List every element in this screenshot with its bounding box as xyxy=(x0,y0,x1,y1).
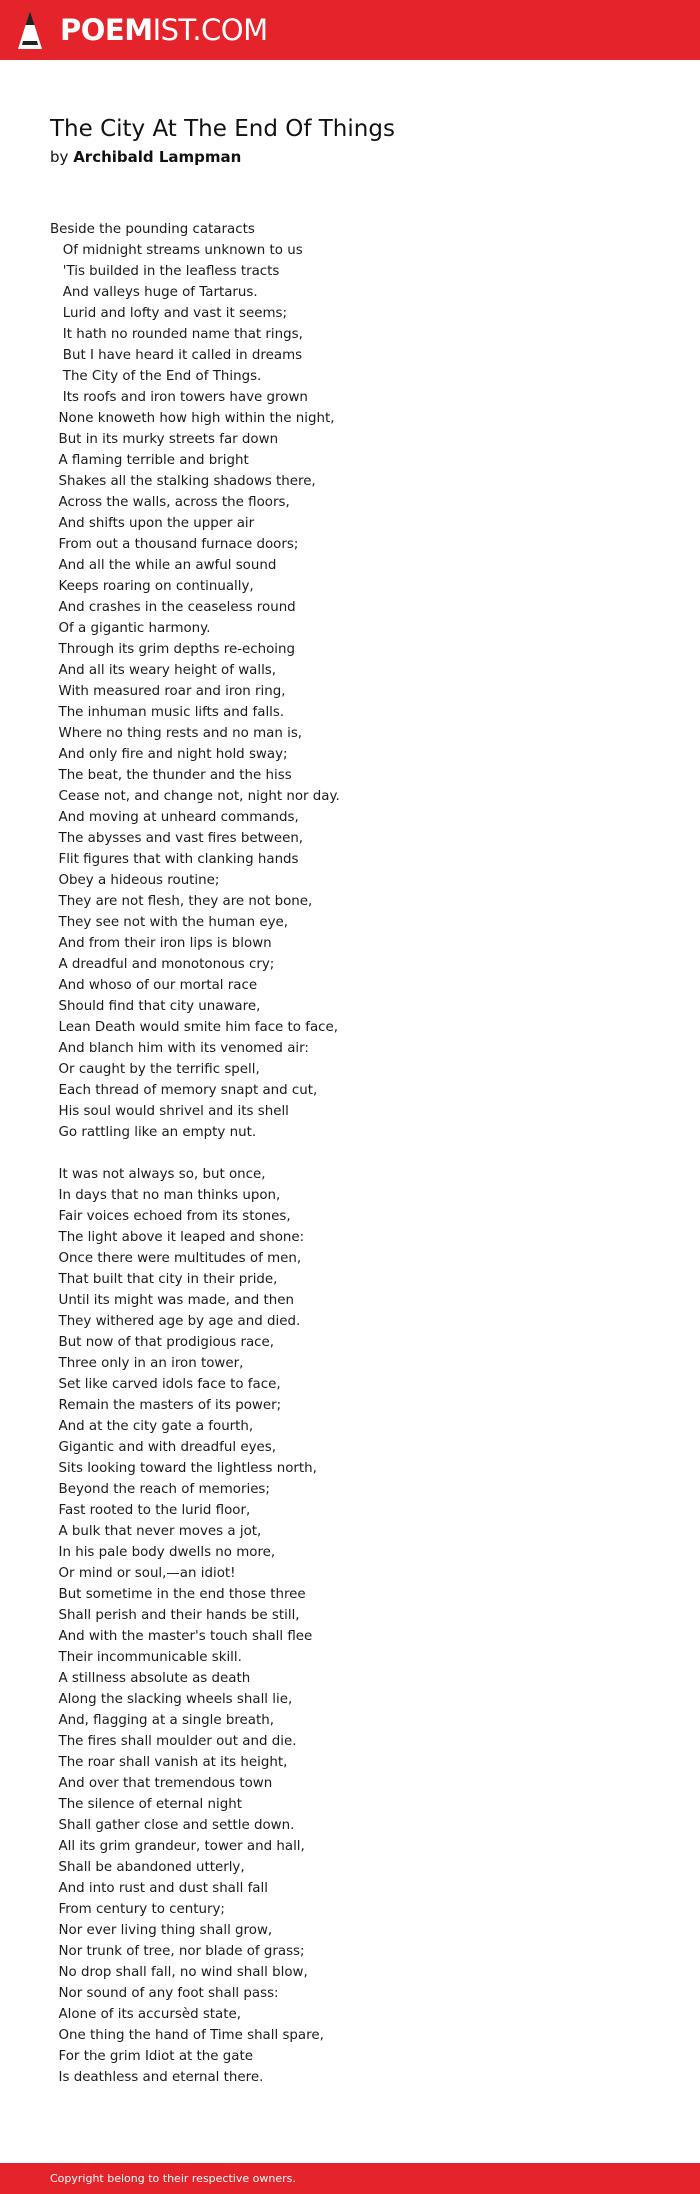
poem-line: None knoweth how high within the night, xyxy=(50,411,335,426)
poem-line: Set like carved idols face to face, xyxy=(50,1377,281,1392)
logo-text-bold: POEM xyxy=(60,13,153,47)
poem-line: A stillness absolute as death xyxy=(50,1671,251,1686)
poem-line: From out a thousand furnace doors; xyxy=(50,537,299,552)
poem-line: Along the slacking wheels shall lie, xyxy=(50,1692,293,1707)
poem-line: In days that no man thinks upon, xyxy=(50,1188,281,1203)
poem-line: And crashes in the ceaseless round xyxy=(50,600,296,615)
poem-line: Each thread of memory snapt and cut, xyxy=(50,1083,318,1098)
poem-line: From century to century; xyxy=(50,1902,225,1917)
poem-line: Fair voices echoed from its stones, xyxy=(50,1209,291,1224)
poem-line: Shall perish and their hands be still, xyxy=(50,1608,300,1623)
poem-line: Shall gather close and settle down. xyxy=(50,1818,295,1833)
poem-line: A bulk that never moves a jot, xyxy=(50,1524,262,1539)
poem-line: Should find that city unaware, xyxy=(50,999,261,1014)
logo-text xyxy=(60,9,268,51)
poem-line: And over that tremendous town xyxy=(50,1776,273,1791)
poem-line: Its roofs and iron towers have grown xyxy=(50,390,308,405)
poem-line: Alone of its accursèd state, xyxy=(50,2007,242,2022)
poem-line: And moving at unheard commands, xyxy=(50,810,299,825)
site-logo[interactable] xyxy=(16,9,268,51)
poem-line: Fast rooted to the lurid floor, xyxy=(50,1503,251,1518)
poem-line: No drop shall fall, no wind shall blow, xyxy=(50,1965,308,1980)
logo-text-light: IST.COM xyxy=(152,13,268,47)
poem-line: Go rattling like an empty nut. xyxy=(50,1125,257,1140)
poem-line: The fires shall moulder out and die. xyxy=(50,1734,297,1749)
site-footer xyxy=(0,2163,700,2194)
poem-line: Obey a hideous routine; xyxy=(50,873,220,888)
poem-line: It was not always so, but once, xyxy=(50,1167,266,1182)
poem-line: The silence of eternal night xyxy=(50,1797,242,1812)
poem-line: Shakes all the stalking shadows there, xyxy=(50,474,316,489)
poem-title: The City At The End Of Things xyxy=(50,116,395,142)
poem-line: Or caught by the terrific spell, xyxy=(50,1062,260,1077)
poem-line: Sits looking toward the lightless north, xyxy=(50,1461,317,1476)
poem-line: And whoso of our mortal race xyxy=(50,978,258,993)
poem-line: Across the walls, across the floors, xyxy=(50,495,290,510)
poem-line: Of a gigantic harmony. xyxy=(50,621,211,636)
poem-line: But in its murky streets far down xyxy=(50,432,279,447)
poem-line: 'Tis builded in the leafless tracts xyxy=(50,264,280,279)
poem-line: Keeps roaring on continually, xyxy=(50,579,254,594)
by-label: by xyxy=(50,148,69,166)
poem-line: Gigantic and with dreadful eyes, xyxy=(50,1440,276,1455)
pencil-tip-icon xyxy=(16,9,44,51)
poem-line: Flit figures that with clanking hands xyxy=(50,852,299,867)
poem-line: A flaming terrible and bright xyxy=(50,453,249,468)
poem-line: But now of that prodigious race, xyxy=(50,1335,275,1350)
poem-line: The light above it leaped and shone: xyxy=(50,1230,305,1245)
poem-line: They see not with the human eye, xyxy=(50,915,289,930)
poem-body xyxy=(50,219,650,2088)
poem-line: Their incommunicable skill. xyxy=(50,1650,242,1665)
poem-line: With measured roar and iron ring, xyxy=(50,684,286,699)
poem-line: Where no thing rests and no man is, xyxy=(50,726,303,741)
poem-line: And all the while an awful sound xyxy=(50,558,277,573)
poem-line: And at the city gate a fourth, xyxy=(50,1419,254,1434)
poem-line: For the grim Idiot at the gate xyxy=(50,2049,253,2064)
poem-line: Shall be abandoned utterly, xyxy=(50,1860,245,1875)
poem-line: Once there were multitudes of men, xyxy=(50,1251,302,1266)
poem-line: Until its might was made, and then xyxy=(50,1293,295,1308)
byline xyxy=(50,146,650,168)
poem-line: Through its grim depths re-echoing xyxy=(50,642,296,657)
poem-line: And, flagging at a single breath, xyxy=(50,1713,274,1728)
poem-line: A dreadful and monotonous cry; xyxy=(50,957,275,972)
poem-line: Cease not, and change not, night nor day. xyxy=(50,789,340,804)
poem-line: The roar shall vanish at its height, xyxy=(50,1755,288,1770)
poem-line: And blanch him with its venomed air: xyxy=(50,1041,309,1056)
poem-line: And into rust and dust shall fall xyxy=(50,1881,268,1896)
poem-line: Beside the pounding cataracts xyxy=(50,222,255,237)
poem-line: Nor trunk of tree, nor blade of grass; xyxy=(50,1944,305,1959)
poem-line: That built that city in their pride, xyxy=(50,1272,278,1287)
poem-line: And from their iron lips is blown xyxy=(50,936,272,951)
poem-line: But sometime in the end those three xyxy=(50,1587,306,1602)
poem-line: The inhuman music lifts and falls. xyxy=(50,705,285,720)
poem-line: It hath no rounded name that rings, xyxy=(50,327,303,342)
poem-heading xyxy=(50,114,650,168)
poem-line: And shifts upon the upper air xyxy=(50,516,255,531)
poem-line: They withered age by age and died. xyxy=(50,1314,301,1329)
poem-line: Three only in an iron tower, xyxy=(50,1356,244,1371)
poem-line: The abysses and vast fires between, xyxy=(50,831,304,846)
poem-line: In his pale body dwells no more, xyxy=(50,1545,276,1560)
poem-line: Is deathless and eternal there. xyxy=(50,2070,264,2085)
site-header xyxy=(0,0,700,60)
poem-line: Nor ever living thing shall grow, xyxy=(50,1923,273,1938)
poem-line: Remain the masters of its power; xyxy=(50,1398,282,1413)
poem-line: Lurid and lofty and vast it seems; xyxy=(50,306,288,321)
poem-line: And with the master's touch shall flee xyxy=(50,1629,313,1644)
poem-line: All its grim grandeur, tower and hall, xyxy=(50,1839,305,1854)
poem-line: Of midnight streams unknown to us xyxy=(50,243,303,258)
stanza-break xyxy=(50,1143,650,1164)
poem-line: His soul would shrivel and its shell xyxy=(50,1104,289,1119)
author-name[interactable]: Archibald Lampman xyxy=(73,148,242,166)
poem-line: Beyond the reach of memories; xyxy=(50,1482,270,1497)
poem-line: Lean Death would smite him face to face, xyxy=(50,1020,339,1035)
poem-line: But I have heard it called in dreams xyxy=(50,348,303,363)
poem-line: The City of the End of Things. xyxy=(50,369,262,384)
poem-line: And only fire and night hold sway; xyxy=(50,747,288,762)
poem-line: And all its weary height of walls, xyxy=(50,663,277,678)
poem-line: And valleys huge of Tartarus. xyxy=(50,285,258,300)
poem-line: The beat, the thunder and the hiss xyxy=(50,768,292,783)
copyright-notice: Copyright belong to their respective owners. xyxy=(50,2172,296,2185)
poem-line: One thing the hand of Time shall spare, xyxy=(50,2028,324,2043)
poem-line: They are not flesh, they are not bone, xyxy=(50,894,313,909)
poem-line: Or mind or soul,—an idiot! xyxy=(50,1566,236,1581)
poem-line: Nor sound of any foot shall pass: xyxy=(50,1986,279,2001)
